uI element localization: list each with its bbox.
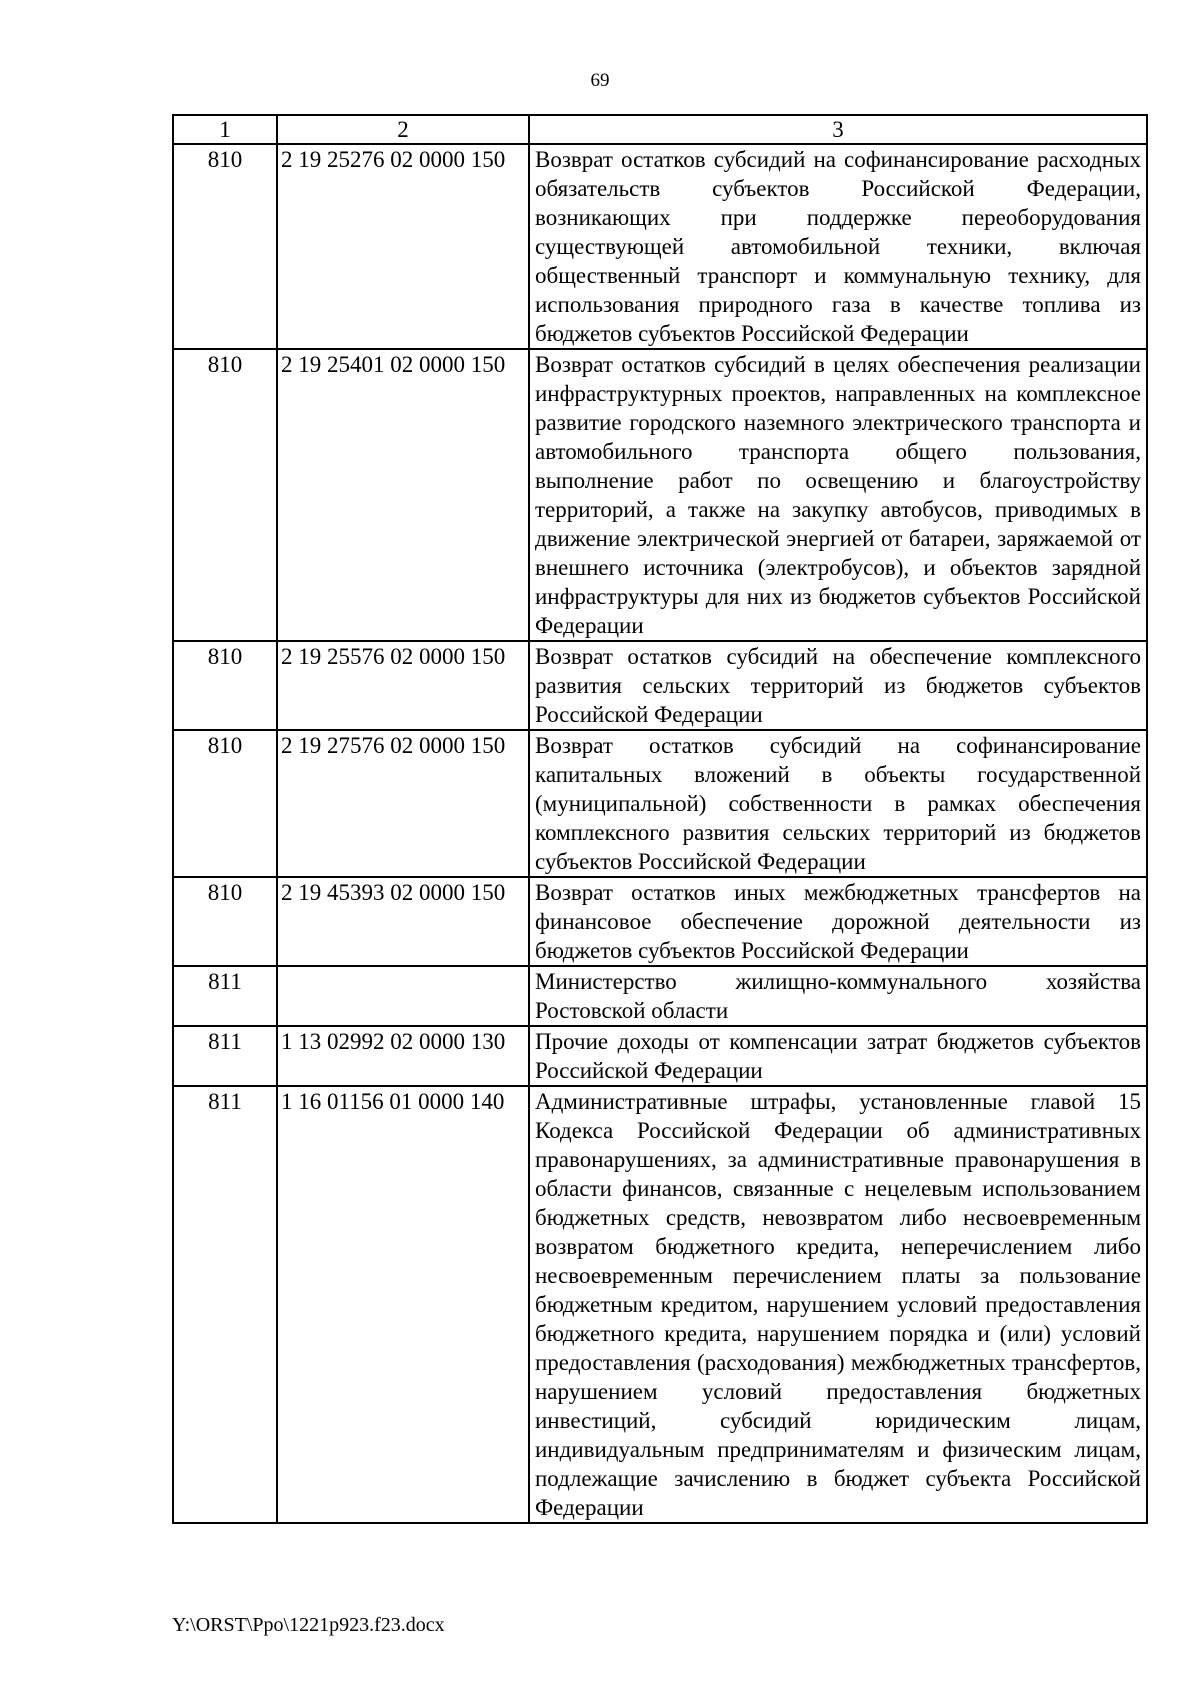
income-code-cell: 2 19 25401 02 0000 150 (277, 349, 529, 641)
header-col-2: 2 (277, 115, 529, 144)
description-cell: Возврат остатков субсидий на софинансирование капитальных вложений в объекты государственной (муниципальной) собственности в рамках обеспечения комплексного развития сельских территорий из бюджетов субъектов Российской Федерации (529, 730, 1147, 877)
table-row (173, 966, 1147, 1026)
table-row (173, 1026, 1147, 1086)
document-file-path: Y:\ORST\Ppo\1221p923.f23.docx (172, 1614, 445, 1636)
description-cell: Административные штрафы, установленные главой 15 Кодекса Российской Федерации об административных правонарушениях, за административные правонарушения в области финансов, связанные с нецелевым использованием бюджетных средств, невозвратом либо несвоевременным возвратом бюджетного кредита, неперечислением либо несвоевременным перечислением платы за пользование бюджетным кредитом, нарушением условий предоставления бюджетного кредита, нарушением порядка и (или) условий предоставления (расходования) межбюджетных трансфертов, нарушением условий предоставления бюджетных инвестиций, субсидий юридическим лицам, индивидуальным предпринимателям и физическим лицам, подлежащие зачислению в бюджет субъекта Российской Федерации (529, 1086, 1147, 1523)
admin-code-cell: 811 (173, 966, 277, 1026)
budget-classification-table (172, 114, 1148, 1524)
admin-code-cell: 811 (173, 1026, 277, 1086)
table-row (173, 730, 1147, 877)
table-row (173, 349, 1147, 641)
description-cell: Возврат остатков субсидий на обеспечение комплексного развития сельских территорий из бюджетов субъектов Российской Федерации (529, 641, 1147, 730)
description-cell: Возврат остатков субсидий на софинансирование расходных обязательств субъектов Российской Федерации, возникающих при поддержке переоборудования существующей автомобильной техники, включая общественный транспорт и коммунальную технику, для использования природного газа в качестве топлива из бюджетов субъектов Российской Федерации (529, 144, 1147, 349)
income-code-cell: 1 13 02992 02 0000 130 (277, 1026, 529, 1086)
table-row (173, 877, 1147, 966)
table-row (173, 1086, 1147, 1523)
table-row (173, 641, 1147, 730)
description-cell: Прочие доходы от компенсации затрат бюджетов субъектов Российской Федерации (529, 1026, 1147, 1086)
page-number: 69 (590, 70, 610, 91)
admin-code-cell: 810 (173, 641, 277, 730)
income-code-cell: 2 19 27576 02 0000 150 (277, 730, 529, 877)
income-code-cell: 2 19 25276 02 0000 150 (277, 144, 529, 349)
income-code-cell: 1 16 01156 01 0000 140 (277, 1086, 529, 1523)
table-header-row (173, 115, 1147, 144)
admin-code-cell: 810 (173, 877, 277, 966)
admin-code-cell: 811 (173, 1086, 277, 1523)
admin-code-cell: 810 (173, 349, 277, 641)
header-col-1: 1 (173, 115, 277, 144)
description-cell: Министерство жилищно-коммунального хозяйства Ростовской области (529, 966, 1147, 1026)
header-col-3: 3 (529, 115, 1147, 144)
description-cell: Возврат остатков субсидий в целях обеспечения реализации инфраструктурных проектов, направленных на комплексное развитие городского наземного электрического транспорта и автомобильного транспорта общего пользования, выполнение работ по освещению и благоустройству территорий, а также на закупку автобусов, приводимых в движение электрической энергией от батареи, заряжаемой от внешнего источника (электробусов), и объектов зарядной инфраструктуры для них из бюджетов субъектов Российской Федерации (529, 349, 1147, 641)
admin-code-cell: 810 (173, 144, 277, 349)
admin-code-cell: 810 (173, 730, 277, 877)
income-code-cell: 2 19 25576 02 0000 150 (277, 641, 529, 730)
table-row (173, 144, 1147, 349)
income-code-cell (277, 966, 529, 1026)
income-code-cell: 2 19 45393 02 0000 150 (277, 877, 529, 966)
description-cell: Возврат остатков иных межбюджетных трансфертов на финансовое обеспечение дорожной деятельности из бюджетов субъектов Российской Федерации (529, 877, 1147, 966)
